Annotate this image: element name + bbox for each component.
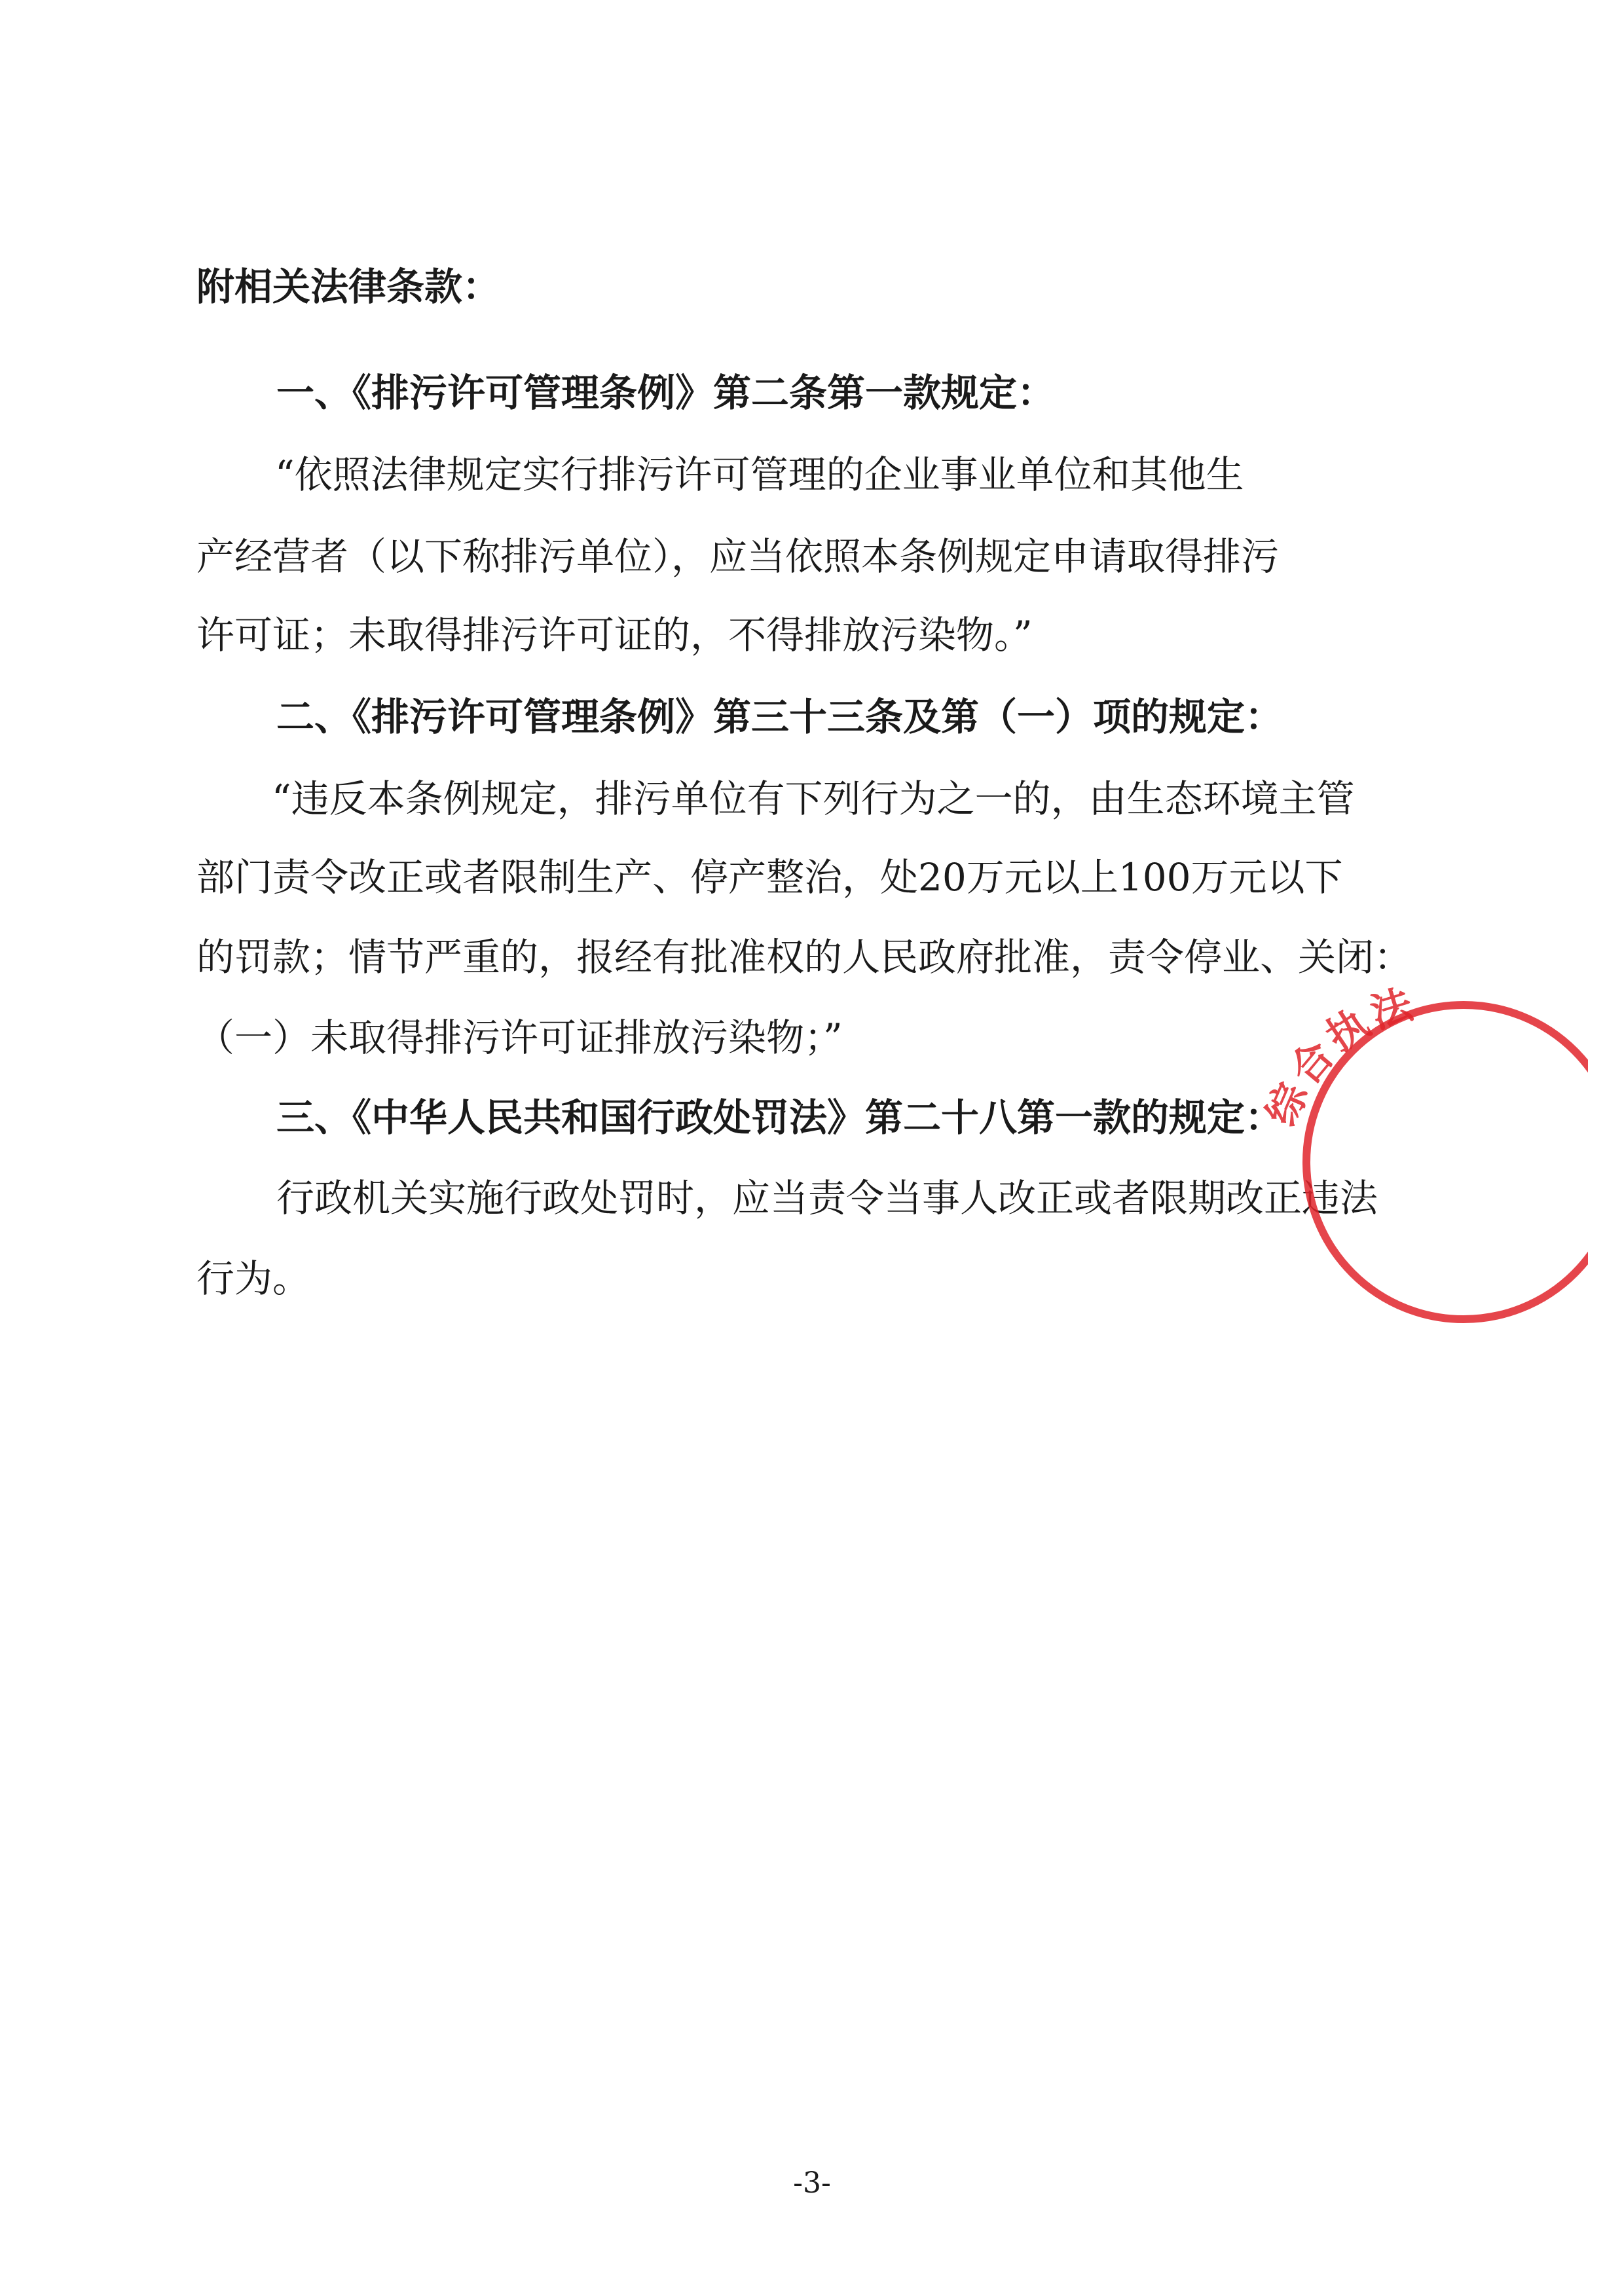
section-2-title: 二、《排污许可管理条例》第三十三条及第（一）项的规定： [276, 695, 1283, 739]
official-seal-stamp [1247, 966, 1588, 1332]
section-1-title: 一、《排污许可管理条例》第二条第一款规定： [276, 371, 1056, 415]
section-3-line: 行为。 [196, 1256, 311, 1301]
section-2-line: 的罚款；情节严重的，报经有批准权的人民政府批准，责令停业、关闭： [196, 935, 1412, 979]
appendix-heading: 附相关法律条款： [196, 264, 501, 309]
section-3-title: 三、《中华人民共和国行政处罚法》第二十八第一款的规定： [276, 1095, 1283, 1140]
section-3-line: 行政机关实施行政处罚时，应当责令当事人改正或者限期改正违法 [276, 1176, 1378, 1220]
section-2-line: 部门责令改正或者限制生产、停产整治，处20万元以上100万元以下 [196, 855, 1343, 900]
section-1-line: 产经营者（以下称排污单位），应当依照本条例规定申请取得排污 [196, 534, 1280, 579]
section-2-line: （一）未取得排污许可证排放污染物；” [196, 1015, 843, 1060]
page-number: -3- [793, 2166, 831, 2200]
section-2-line: “违反本条例规定，排污单位有下列行为之一的，由生态环境主管 [272, 776, 1355, 821]
svg-text:综合执法: 综合执法 [1257, 979, 1422, 1133]
section-1-line: “依照法律规定实行排污许可管理的企业事业单位和其他生 [275, 452, 1244, 497]
section-1-line: 许可证；未取得排污许可证的，不得排放污染物。” [196, 613, 1033, 657]
